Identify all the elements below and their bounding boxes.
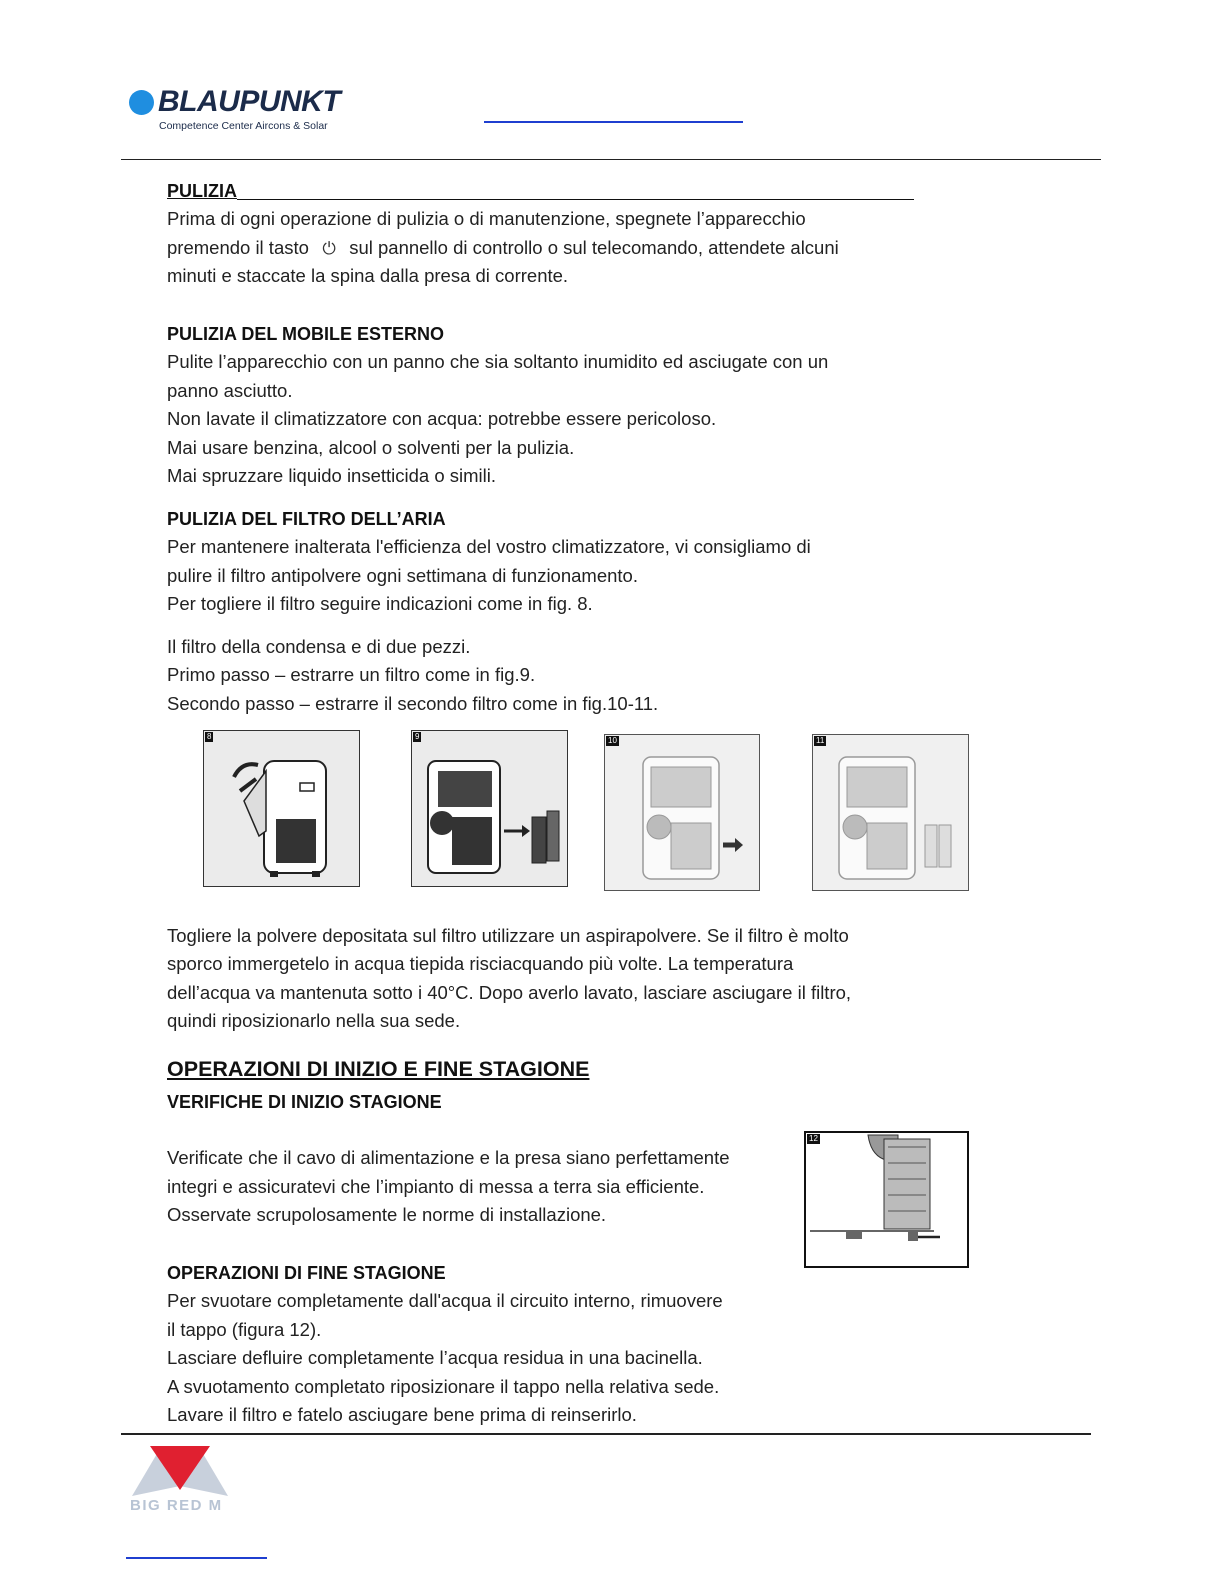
paragraph-line: Togliere la polvere depositata sul filtro utilizzare un aspirapolvere. Se il filtro è molto (167, 925, 849, 946)
paragraph-line: minuti e staccate la spina dalla presa di corrente. (167, 265, 569, 286)
section-title-stagione: OPERAZIONI DI INIZIO E FINE STAGIONE (167, 1057, 590, 1081)
paragraph-text: sul pannello di controllo o sul telecomando, attendete alcuni (349, 237, 839, 258)
big-red-m-logo (130, 1444, 230, 1496)
paragraph-line: Mai usare benzina, alcool o solventi per la pulizia. (167, 437, 575, 458)
figure-9-filter-extraction (411, 730, 568, 887)
section-title-rule (237, 199, 914, 200)
paragraph-text: premendo il tasto (167, 237, 309, 258)
figure-11-filter-extraction (812, 734, 969, 891)
section-title-filtro: PULIZIA DEL FILTRO DELL’ARIA (167, 509, 446, 529)
paragraph-line: Mai spruzzare liquido insetticida o simili. (167, 465, 497, 486)
paragraph-line: Non lavate il climatizzatore con acqua: potrebbe essere pericoloso. (167, 408, 717, 429)
paragraph-line: A svuotamento completato riposizionare il tappo nella relativa sede. (167, 1376, 720, 1397)
figure-number: 10 (608, 736, 617, 745)
air-conditioner-back-illustration (813, 735, 968, 890)
air-conditioner-back-illustration (412, 731, 567, 886)
paragraph-line: Prima di ogni operazione di pulizia o di manutenzione, spegnete l’apparecchio (167, 208, 806, 229)
brand-logo-wordmark: BLAUPUNKT (158, 85, 341, 118)
header-divider (121, 159, 1101, 160)
paragraph-line: Secondo passo – estrarre il secondo filtro come in fig.10-11. (167, 693, 659, 714)
paragraph-line: dell’acqua va mantenuta sotto i 40°C. Dopo averlo lavato, lasciare asciugare il filtro, (167, 982, 852, 1003)
header-link[interactable] (484, 121, 743, 123)
figure-8-filter-removal (203, 730, 360, 887)
section-title-pulizia: PULIZIA (167, 181, 237, 201)
brand-tagline: Competence Center Aircons & Solar (159, 120, 328, 132)
paragraph-line: Lavare il filtro e fatelo asciugare bene prima di reinserirlo. (167, 1404, 637, 1425)
figure-12-drain-plug (804, 1131, 969, 1268)
big-red-m-logo-text: BIG RED M (130, 1497, 223, 1514)
section-title-mobile: PULIZIA DEL MOBILE ESTERNO (167, 324, 445, 344)
footer-divider (121, 1433, 1091, 1435)
air-conditioner-back-illustration (605, 735, 759, 890)
paragraph-line: Per svuotare completamente dall'acqua il circuito interno, rimuovere (167, 1290, 723, 1311)
paragraph-line: il tappo (figura 12). (167, 1319, 322, 1340)
paragraph-line: Per togliere il filtro seguire indicazioni come in fig. 8. (167, 593, 593, 614)
paragraph-line: integri e assicuratevi che l’impianto di messa a terra sia efficiente. (167, 1176, 705, 1197)
paragraph-line: Lasciare defluire completamente l’acqua residua in una bacinella. (167, 1347, 703, 1368)
figure-number: 12 (809, 1134, 818, 1143)
figure-number: 11 (816, 736, 825, 745)
figure-10-filter-extraction (604, 734, 760, 891)
figure-number: 9 (415, 732, 420, 741)
power-icon: ⏻ (322, 239, 336, 258)
subsection-title-fine-stagione: OPERAZIONI DI FINE STAGIONE (167, 1263, 446, 1283)
paragraph-line: sporco immergetelo in acqua tiepida risciacquando più volte. La temperatura (167, 953, 794, 974)
drain-plug-illustration (806, 1133, 966, 1265)
subsection-title-verifiche: VERIFICHE DI INIZIO STAGIONE (167, 1092, 442, 1112)
paragraph-line-with-icon (167, 234, 839, 264)
footer-link[interactable] (126, 1557, 267, 1559)
air-conditioner-side-illustration (204, 731, 359, 886)
figure-number: 8 (207, 732, 212, 741)
paragraph-line: Osservate scrupolosamente le norme di installazione. (167, 1204, 607, 1225)
paragraph-line: pulire il filtro antipolvere ogni settimana di funzionamento. (167, 565, 638, 586)
paragraph-line: Il filtro della condensa e di due pezzi. (167, 636, 471, 657)
paragraph-line: panno asciutto. (167, 380, 293, 401)
paragraph-line: quindi riposizionarlo nella sua sede. (167, 1010, 461, 1031)
paragraph-line: Pulite l’apparecchio con un panno che sia soltanto inumidito ed asciugate con un (167, 351, 829, 372)
brand-logo-dot (129, 90, 154, 115)
paragraph-line: Per mantenere inalterata l'efficienza del vostro climatizzatore, vi consigliamo di (167, 536, 811, 557)
paragraph-line: Primo passo – estrarre un filtro come in fig.9. (167, 664, 536, 685)
paragraph-line: Verificate che il cavo di alimentazione e la presa siano perfettamente (167, 1147, 730, 1168)
